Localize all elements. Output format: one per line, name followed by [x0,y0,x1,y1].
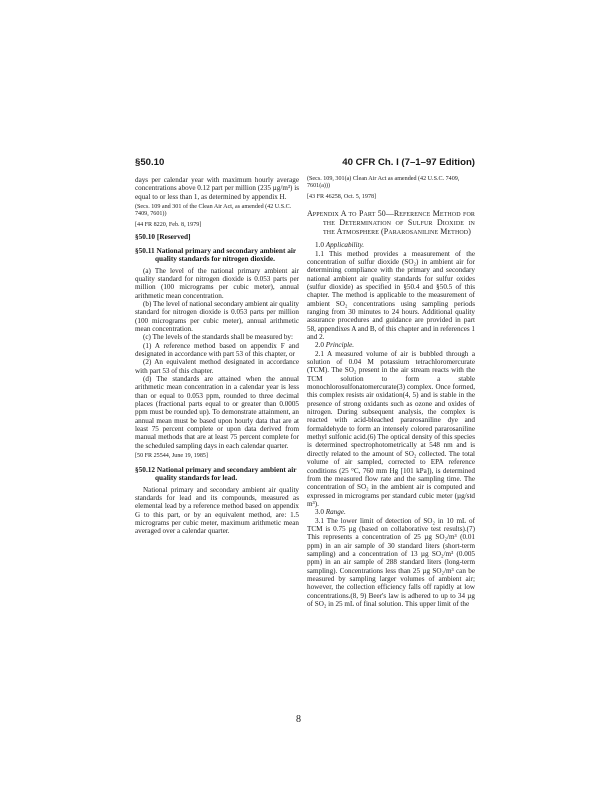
paragraph-d: (d) The standards are attained when the annual arithmetic mean concentration in a calendar year is less than or equal to 0.053 ppm, rounded to three decimal places (fractional parts equal to or greater than 0.0005 ppm must be rounded up). To demonstrate attainment, an annual mean must be based upon hourly data that are at least 75 percent complete or upon data derived from manual methods that are at least 75 percent complete for the scheduled sampling days in each calendar quarter. [135,375,299,450]
running-header-section: §50.10 [135,157,165,168]
paragraph-c: (c) The levels of the standards shall be measured by: [143,333,293,342]
paragraph-b: (b) The level of national secondary ambient air quality standard for nitrogen dioxide is 0.053 parts per million (100 micrograms per cubic meter), annual arithmetic mean concentration. [135,299,299,333]
subsection-number: 1.0 [315,241,324,250]
left-column [135,176,299,536]
federal-register-citation: [50 FR 25544, June 19, 1985] [135,453,208,460]
subsection-number: 3.0 [315,508,324,517]
authority-citation: (Secs. 109, 301(a) Clean Air Act as amended (42 U.S.C. 7409, 7601(a))) [307,176,460,190]
section-50-12-heading: §50.12 National primary and secondary ambient air quality standards for lead. [135,464,297,482]
running-header-edition: 40 CFR Ch. I (7–1–97 Edition) [342,157,475,168]
subsection-title: Principle. [325,341,355,350]
subsection-title: Applicability. [325,241,365,250]
subsection-2-heading [307,341,475,349]
federal-register-citation: [43 FR 46258, Oct. 5, 1978] [307,193,377,200]
paragraph-a: (a) The level of the national primary ambient air quality standard for nitrogen dioxide is 0.053 parts per million (100 micrograms per cubic meter), annual arithmetic mean concentration. [135,266,299,300]
section-50-12-paragraph: National primary and secondary ambient air quality standards for lead and its compounds, measured as elemental lead by a reference method based on appendix G to this part, or by an equivalent method, are: 1.5 micrograms per cubic meter, maximum arithmetic mean averaged over a calendar quarter. [135,485,299,536]
intro-paragraph: days per calendar year with maximum hourly average concentrations above 0.12 part per million (235 µg/m³) is equal to or less than 1, as determined by appendix H. [135,176,299,201]
right-column [307,176,475,608]
paragraph-1-1: 1.1 This method provides a measurement of the concentration of sulfur dioxide (SO₂) in ambient air for determining compliance with the primary and secondary national ambient air quality standards for sulfur oxides (sulfur dioxide) as specified in §50.4 and §50.5 of this chapter. The method is applicable to the measurement of ambient SO₂ concentrations using sampling periods ranging from 30 minutes to 24 hours. Additional quality assurance procedures and guidance are provided in part 58, appendixes A and B, of this chapter and in references 1 and 2. [307,249,475,341]
federal-register-citation: [44 FR 8220, Feb. 8, 1979] [135,221,202,228]
subsection-3-heading [307,508,475,516]
paragraph-c-1: (1) A reference method based on appendix F and designated in accordance with part 53 of this chapter, or [135,341,299,359]
subsection-title: Range. [325,508,346,517]
appendix-a-heading: Appendix A to Part 50—Reference Method for the Determination of Sulfur Dioxide in the Atmosphere (Pararosaniline Method) [307,209,475,237]
paragraph-3-1: 3.1 The lower limit of detection of SO₂ in 10 mL of TCM is 0.75 µg (based on collaborative test results).(7) This represents a concentration of 25 µg SO₂/m³ (0.01 ppm) in an air sample of 30 standard liters (short-term sampling) and a concentration of 13 µg SO₂/m³ (0.005 ppm) in an air sample of 288 standard liters (long-term sampling). Concentrations less than 25 µg SO₂/m³ can be measured by sampling larger volumes of ambient air; however, the collection efficiency falls off rapidly at low concentrations.(8, 9) Beer's law is adhered to up to 34 µg of SO₂ in 25 mL of final solution. This upper limit of the [307,516,475,608]
subsection-number: 2.0 [315,341,324,350]
page-number: 8 [296,714,301,725]
paragraph-c-2: (2) An equivalent method designated in accordance with part 53 of this chapter. [135,358,299,375]
section-50-10-heading: §50.10 [Reserved] [135,232,191,242]
authority-citation: (Secs. 109 and 301 of the Clean Air Act, as amended (42 U.S.C. 7409, 7601)) [135,204,292,218]
section-50-11-heading: §50.11 National primary and secondary ambient air quality standards for nitrogen dioxide. [135,245,297,263]
paragraph-2-1: 2.1 A measured volume of air is bubbled through a solution of 0.04 M potassium tetrachloromercurate (TCM). The SO₂ present in the air stream reacts with the TCM solution to form a stable monochlorosulfonatomercurate(3) complex. Once formed, this complex resists air oxidation(4, 5) and is stable in the presence of strong oxidants such as ozone and oxides of nitrogen. During subsequent analysis, the complex is reacted with acid-bleached pararosaniline dye and formaldehyde to form an intensely colored pararosaniline methyl sulfonic acid.(6) The optical density of this species is determined spectrophotometrically at 548 nm and is directly related to the amount of SO₂ collected. The total volume of air sampled, corrected to EPA reference conditions (25 °C, 760 mm Hg [101 kPa]), is determined from the measured flow rate and the sampling time. The concentration of SO₂ in the ambient air is computed and expressed in micrograms per standard cubic meter (µg/std m³). [307,349,475,508]
subsection-1-heading [307,241,475,249]
